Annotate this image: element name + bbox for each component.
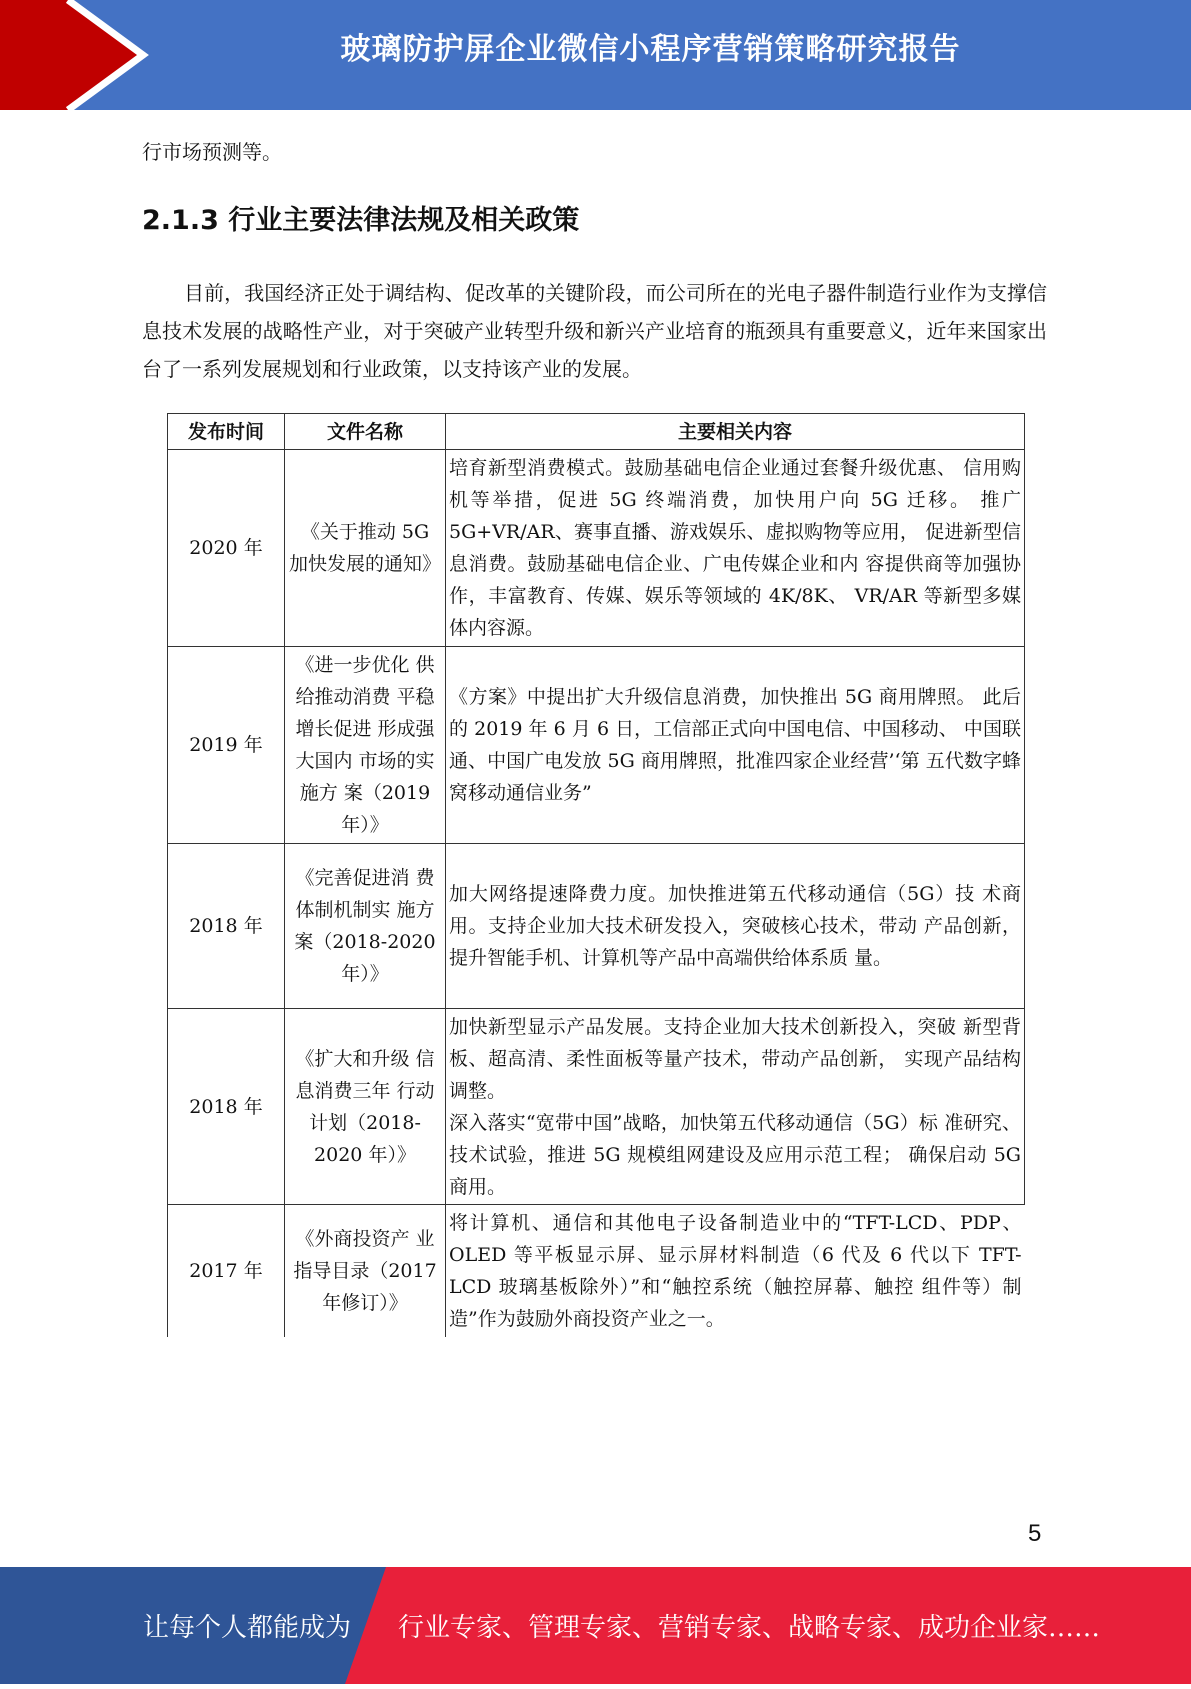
content-text: 加大网络提速降费力度。加快推进第五代移动通信（5G）技 术商用。支持企业加大技术研发投入，突破核心技术，带动 产品创新，提升智能手机、计算机等产品中高端供给体系质 量。 <box>449 883 1021 969</box>
content-text: 将计算机、通信和其他电子设备制造业中的“TFT-LCD、PDP、OLED 等平板显示屏、显示屏材料制造（6 代及 6 代以下 TFT-LCD 玻璃基板除外）”和“触控系统（触控屏幕、触控 组件等）制造”作为鼓励外商投资产业之一。 <box>449 1211 1022 1330</box>
row-document: 《外商投资产 业指导目录（2017 年修订）》 <box>285 1205 446 1337</box>
table-row <box>168 647 1025 844</box>
row-content <box>446 450 1025 647</box>
table-row <box>168 844 1025 1009</box>
row-document: 《进一步优化 供给推动消费 平稳增长促进 形成强大国内 市场的实施方 案（2019 年）》 <box>285 647 446 844</box>
section-intro-paragraph: 目前，我国经济正处于调结构、促改革的关键阶段，而公司所在的光电子器件制造行业作为支撑信息技术发展的战略性产业，对于突破产业转型升级和新兴产业培育的瓶颈具有重要意义，近年来国家出台了一系列发展规划和行业政策，以支持该产业的发展。 <box>142 281 1047 381</box>
row-document: 《关于推动 5G 加快发展的通知》 <box>285 450 446 647</box>
section-heading: 2.1.3 行业主要法律法规及相关政策 <box>142 205 580 236</box>
row-document: 《扩大和升级 信息消费三年 行动计划（2018-2020 年）》 <box>285 1009 446 1205</box>
content-text: 深入落实“宽带中国”战略，加快第五代移动通信（5G）标 准研究、技术试验，推进 5G 规模组网建设及应用示范工程； 确保启动 5G 商用。 <box>449 1111 1021 1198</box>
row-date: 2019 年 <box>168 647 285 844</box>
row-date: 2020 年 <box>168 450 285 647</box>
content-text: 培育新型消费模式。鼓励基础电信企业通过套餐升级优惠、 信用购机等举措，促进 5G 终端消费，加快用户向 5G 迁移。 推广 5G+VR/AR、赛事直播、游戏娱乐、虚拟购物等应用， 促进新型信息消费。鼓励基础电信企业、广电传媒企业和内 容提供商等加强协作，丰富教育、传媒、娱乐等领域的 4K/8K、 VR/AR 等新型多媒体内容源。 <box>449 457 1021 639</box>
header-content: 主要相关内容 <box>446 414 1025 450</box>
table-row <box>168 450 1025 647</box>
lead-text: 行市场预测等。 <box>142 140 282 164</box>
row-date: 2018 年 <box>168 844 285 1009</box>
content-text: 加快新型显示产品发展。支持企业加大技术创新投入，突破 新型背板、超高清、柔性面板等量产技术，带动产品创新， 实现产品结构调整。 <box>449 1015 1021 1102</box>
footer-slogan-left: 让每个人都能成为 <box>143 1613 352 1643</box>
row-content <box>446 647 1025 844</box>
table-row <box>168 1205 1025 1337</box>
page-number: 5 <box>1028 1520 1042 1547</box>
table-row <box>168 1009 1025 1205</box>
row-date: 2017 年 <box>168 1205 285 1337</box>
row-content <box>446 844 1025 1009</box>
content-text: 《方案》中提出扩大升级信息消费，加快推出 5G 商用牌照。 此后的 2019 年 6 月 6 日，工信部正式向中国电信、中国移动、 中国联通、中国广电发放 5G 商用牌照，批准四家企业经营’‘第 五代数字蜂窝移动通信业务” <box>449 686 1021 804</box>
page-footer <box>0 1567 1191 1684</box>
header-document: 文件名称 <box>285 414 446 450</box>
row-document: 《完善促进消 费体制机制实 施方案（2018-2020 年）》 <box>285 844 446 1009</box>
footer-slogan-right: 行业专家、管理专家、营销专家、战略专家、成功企业家…… <box>398 1613 1101 1643</box>
page-header <box>0 0 1191 110</box>
table-header-row <box>168 414 1025 450</box>
report-title: 玻璃防护屏企业微信小程序营销策略研究报告 <box>340 32 961 67</box>
row-date: 2018 年 <box>168 1009 285 1205</box>
row-content <box>446 1205 1025 1337</box>
policy-table <box>167 413 1025 1337</box>
row-content <box>446 1009 1025 1205</box>
header-date: 发布时间 <box>168 414 285 450</box>
